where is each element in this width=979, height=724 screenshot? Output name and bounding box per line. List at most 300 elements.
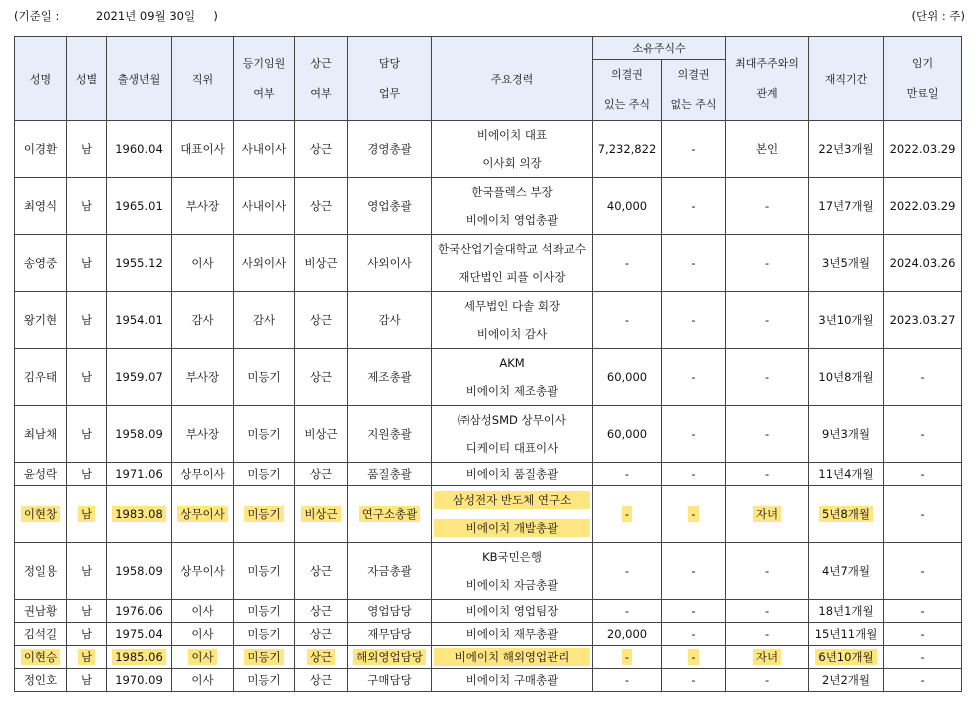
cell-duty (348, 235, 432, 292)
cell-nonvoting (662, 543, 726, 600)
cell-birth (107, 178, 172, 235)
cell-voting-text: - (624, 467, 630, 481)
cell-nonvoting-text: - (691, 199, 696, 213)
cell-tenure-text: 17년7개월 (818, 199, 874, 213)
cell-fulltime-text: 비상근 (304, 427, 338, 441)
cell-registered-text: 미등기 (247, 564, 281, 578)
table-row (15, 463, 962, 486)
cell-voting-text: - (624, 256, 630, 270)
cell-career-line1: KB국민은행 (482, 550, 542, 564)
cell-relation-text: - (764, 604, 770, 618)
cell-fulltime (295, 406, 348, 463)
cell-gender-text: 남 (80, 604, 93, 618)
cell-tenure (809, 121, 884, 178)
cell-voting (593, 623, 662, 646)
cell-relation-text: - (764, 564, 770, 578)
cell-voting (593, 178, 662, 235)
header-birth: 출생년월 (107, 37, 172, 121)
cell-nonvoting (662, 178, 726, 235)
cell-duty-text: 해외영업담당 (353, 649, 426, 665)
cell-birth (107, 463, 172, 486)
cell-term-text: 2022.03.29 (889, 199, 956, 213)
header-voting-line2: 있는 주식 (603, 98, 650, 111)
cell-relation (726, 600, 809, 623)
cell-gender-text: 남 (80, 564, 93, 578)
cell-voting (593, 406, 662, 463)
cell-term (884, 292, 962, 349)
table-row (15, 178, 962, 235)
cell-name (15, 623, 67, 646)
cell-gender-text: 남 (78, 649, 95, 665)
cell-registered-text: 감사 (252, 313, 276, 327)
cell-position (172, 235, 234, 292)
cell-nonvoting-text: - (691, 256, 696, 270)
cell-birth-text: 1960.04 (115, 142, 163, 156)
cell-fulltime-text: 상근 (309, 673, 333, 687)
cell-gender-text: 남 (80, 199, 93, 213)
cell-gender-text: 남 (80, 427, 93, 441)
cell-career-line2: 비에이치 영업총괄 (465, 213, 559, 227)
cell-tenure (809, 543, 884, 600)
table-row (15, 543, 962, 600)
header-name: 성명 (15, 37, 67, 121)
cell-term (884, 121, 962, 178)
cell-duty (348, 486, 432, 543)
cell-nonvoting-text: - (691, 673, 696, 687)
cell-registered (234, 178, 295, 235)
cell-position-text: 부사장 (185, 199, 220, 213)
cell-duty-text: 자금총괄 (367, 564, 412, 578)
cell-position-text: 이사 (191, 604, 214, 618)
cell-name (15, 463, 67, 486)
cell-relation (726, 121, 809, 178)
cell-fulltime (295, 349, 348, 406)
header-registered-line2: 여부 (253, 86, 275, 100)
cell-birth-text: 1954.01 (115, 313, 163, 327)
cell-registered (234, 235, 295, 292)
cell-relation (726, 486, 809, 543)
header-fulltime-line2: 여부 (310, 86, 332, 100)
cell-term (884, 646, 962, 669)
cell-birth (107, 292, 172, 349)
cell-career-line1: 비에이치 영업팀장 (465, 604, 559, 618)
cell-gender (67, 669, 107, 692)
cell-duty (348, 600, 432, 623)
cell-voting (593, 486, 662, 543)
cell-tenure-text: 2년2개월 (822, 673, 870, 687)
cell-nonvoting (662, 406, 726, 463)
cell-duty (348, 646, 432, 669)
cell-relation (726, 406, 809, 463)
cell-term (884, 463, 962, 486)
cell-voting (593, 543, 662, 600)
cell-name (15, 121, 67, 178)
cell-term-text: - (920, 604, 925, 618)
cell-tenure-text: 3년5개월 (822, 256, 870, 270)
cell-career (432, 406, 593, 463)
cell-duty (348, 178, 432, 235)
cell-nonvoting (662, 292, 726, 349)
header-fulltime (295, 37, 348, 121)
cell-duty-text: 지원총괄 (367, 427, 412, 441)
cell-nonvoting-text: - (691, 564, 696, 578)
cell-tenure (809, 646, 884, 669)
cell-career (432, 669, 593, 692)
cell-fulltime-text: 비상근 (301, 506, 340, 522)
cell-career-line1: 세무법인 다솔 회장 (463, 299, 561, 313)
cell-position (172, 669, 234, 692)
cell-gender-text: 남 (80, 142, 93, 156)
cell-tenure (809, 669, 884, 692)
header-duty (348, 37, 432, 121)
cell-gender (67, 292, 107, 349)
cell-nonvoting (662, 646, 726, 669)
cell-gender (67, 349, 107, 406)
cell-voting-text: - (622, 649, 632, 665)
cell-career-line1: 비에이치 대표 (476, 128, 548, 142)
cell-tenure (809, 600, 884, 623)
cell-registered-text: 미등기 (247, 427, 281, 441)
header-registered (234, 37, 295, 121)
cell-gender (67, 600, 107, 623)
cell-term-text: - (920, 673, 925, 687)
header-term-line1: 임기 (911, 56, 934, 70)
header-duty-line1: 담당 (378, 56, 401, 70)
unit-label: (단위 : 주) (911, 9, 965, 23)
cell-career-line1: 한국산업기술대학교 석좌교수 (437, 242, 587, 256)
cell-tenure-text: 6년10개월 (815, 649, 876, 665)
cell-voting-text: - (624, 564, 630, 578)
cell-name-text: 이현창 (21, 506, 60, 522)
cell-tenure-text: 4년7개월 (822, 564, 870, 578)
table-row (15, 600, 962, 623)
cell-duty-text: 제조총괄 (367, 370, 412, 384)
cell-name-text: 권남황 (23, 604, 58, 618)
cell-fulltime (295, 121, 348, 178)
cell-tenure (809, 178, 884, 235)
cell-nonvoting (662, 669, 726, 692)
cell-position (172, 623, 234, 646)
cell-nonvoting-text: - (691, 467, 696, 481)
cell-duty-text: 경영총괄 (367, 142, 412, 156)
cell-registered-text: 미등기 (247, 604, 281, 618)
header-nonvoting-line2: 없는 주식 (670, 98, 717, 111)
cell-name (15, 178, 67, 235)
cell-tenure-text: 10년8개월 (818, 370, 874, 384)
cell-registered (234, 292, 295, 349)
cell-voting-text: 60,000 (606, 370, 648, 384)
cell-tenure (809, 235, 884, 292)
cell-relation-text: 자녀 (753, 649, 781, 665)
cell-registered-text: 사외이사 (241, 256, 287, 270)
cell-term (884, 349, 962, 406)
cell-name (15, 646, 67, 669)
cell-nonvoting (662, 623, 726, 646)
cell-registered (234, 486, 295, 543)
header-tenure: 재직기간 (809, 37, 884, 121)
header-position: 직위 (172, 37, 234, 121)
cell-tenure (809, 292, 884, 349)
cell-birth-text: 1976.06 (115, 604, 163, 618)
cell-name-text: 정일용 (23, 564, 58, 578)
cell-relation (726, 669, 809, 692)
cell-nonvoting-text: - (688, 506, 698, 522)
cell-career (432, 646, 593, 669)
cell-tenure (809, 623, 884, 646)
cell-career-line2: 재단법인 피플 이사장 (458, 270, 566, 284)
cell-registered-text: 미등기 (247, 627, 281, 641)
cell-fulltime (295, 646, 348, 669)
cell-duty-text: 사외이사 (367, 256, 412, 270)
header-term-line2: 만료일 (906, 86, 939, 100)
table-row (15, 486, 962, 543)
cell-gender-text: 남 (80, 370, 93, 384)
cell-birth (107, 646, 172, 669)
cell-term (884, 235, 962, 292)
cell-nonvoting (662, 349, 726, 406)
cell-relation (726, 463, 809, 486)
cell-career-line2: 비에이치 감사 (476, 327, 548, 341)
cell-position-text: 감사 (191, 313, 214, 327)
cell-duty-text: 구매담당 (367, 673, 412, 687)
cell-voting (593, 646, 662, 669)
cell-voting (593, 600, 662, 623)
cell-duty-text: 연구소총괄 (359, 506, 421, 522)
cell-career (432, 121, 593, 178)
cell-relation (726, 292, 809, 349)
table-body (15, 121, 962, 692)
table-row (15, 646, 962, 669)
cell-duty (348, 669, 432, 692)
cell-term (884, 600, 962, 623)
cell-nonvoting (662, 121, 726, 178)
cell-career (432, 178, 593, 235)
cell-name-text: 송영중 (23, 256, 58, 270)
cell-tenure (809, 486, 884, 543)
cell-position-text: 부사장 (185, 370, 220, 384)
cell-birth-text: 1959.07 (115, 370, 163, 384)
cell-relation (726, 178, 809, 235)
cell-term (884, 669, 962, 692)
cell-career-line1: ㈜삼성SMD 상무이사 (458, 413, 566, 427)
cell-voting-text: - (624, 313, 630, 327)
cell-term (884, 178, 962, 235)
cell-duty (348, 349, 432, 406)
cell-nonvoting (662, 235, 726, 292)
cell-gender (67, 543, 107, 600)
cell-tenure-text: 15년11개월 (814, 627, 878, 641)
cell-birth (107, 669, 172, 692)
cell-relation-text: - (764, 370, 770, 384)
cell-term (884, 623, 962, 646)
cell-name-text: 왕기현 (23, 313, 58, 327)
cell-registered-text: 미등기 (247, 467, 281, 481)
cell-name-text: 윤성락 (23, 467, 58, 481)
cell-position-text: 대표이사 (180, 142, 225, 156)
cell-voting-text: 7,232,822 (597, 142, 657, 156)
cell-position (172, 486, 234, 543)
cell-gender (67, 121, 107, 178)
cell-position-text: 상무이사 (180, 564, 225, 578)
cell-career-line2: 비에이치 개발총괄 (434, 519, 590, 537)
header-relation-line2: 관계 (756, 86, 778, 100)
header-registered-line1: 등기임원 (242, 56, 286, 70)
cell-position-text: 이사 (191, 627, 214, 641)
cell-registered (234, 646, 295, 669)
cell-career (432, 543, 593, 600)
cell-registered (234, 121, 295, 178)
cell-birth-text: 1958.09 (115, 564, 163, 578)
cell-fulltime (295, 486, 348, 543)
cell-term (884, 543, 962, 600)
cell-fulltime (295, 600, 348, 623)
cell-registered-text: 사내이사 (241, 199, 287, 213)
cell-voting (593, 349, 662, 406)
cell-registered (234, 623, 295, 646)
cell-fulltime-text: 비상근 (304, 256, 338, 270)
cell-term-text: 2023.03.27 (889, 313, 956, 327)
cell-registered-text: 미등기 (244, 506, 283, 522)
cell-relation (726, 623, 809, 646)
cell-position-text: 부사장 (185, 427, 220, 441)
header-row-1 (15, 37, 962, 60)
cell-registered (234, 349, 295, 406)
cell-tenure-text: 5년8개월 (819, 506, 873, 522)
cell-duty (348, 623, 432, 646)
header-voting (593, 60, 662, 121)
header-career: 주요경력 (432, 37, 593, 121)
cell-voting-text: - (624, 673, 630, 687)
cell-career-line1: AKM (499, 355, 525, 370)
cell-nonvoting-text: - (691, 627, 696, 641)
cell-registered (234, 600, 295, 623)
cell-gender (67, 646, 107, 669)
cell-tenure-text: 11년4개월 (818, 467, 874, 481)
cell-position-text: 이사 (191, 673, 214, 687)
cell-term (884, 406, 962, 463)
cell-nonvoting (662, 463, 726, 486)
cell-career (432, 463, 593, 486)
cell-birth-text: 1971.06 (115, 467, 163, 481)
cell-name (15, 235, 67, 292)
cell-duty-text: 재무담당 (367, 627, 412, 641)
cell-career-line1: 비에이치 재무총괄 (465, 627, 559, 641)
cell-gender-text: 남 (80, 256, 93, 270)
header-shares: 소유주식수 (593, 37, 726, 60)
cell-gender-text: 남 (80, 673, 93, 687)
cell-position (172, 646, 234, 669)
cell-gender (67, 178, 107, 235)
cell-term-text: - (920, 627, 925, 641)
cell-career-line2: 비에이치 제조총괄 (465, 383, 559, 398)
cell-career-line1: 비에이치 품질총괄 (465, 467, 559, 481)
cell-registered (234, 406, 295, 463)
cell-voting-text: 60,000 (606, 427, 648, 441)
cell-relation (726, 235, 809, 292)
cell-relation-text: - (764, 199, 770, 213)
cell-nonvoting-text: - (688, 649, 698, 665)
cell-career-line2: 이사회 의장 (482, 156, 542, 170)
cell-birth-text: 1970.09 (115, 673, 163, 687)
cell-nonvoting-text: - (691, 142, 696, 156)
cell-fulltime (295, 463, 348, 486)
cell-career-line1: 한국플렉스 부장 (471, 185, 553, 199)
cell-nonvoting-text: - (691, 313, 696, 327)
cell-duty (348, 463, 432, 486)
cell-relation-text: - (764, 256, 770, 270)
cell-name (15, 669, 67, 692)
cell-position (172, 463, 234, 486)
cell-position (172, 178, 234, 235)
cell-birth-text: 1955.12 (115, 256, 163, 270)
cell-career (432, 235, 593, 292)
header-relation (726, 37, 809, 121)
cell-fulltime-text: 상근 (309, 370, 333, 384)
cell-nonvoting (662, 486, 726, 543)
cell-gender-text: 남 (80, 627, 93, 641)
cell-name (15, 486, 67, 543)
cell-relation-text: - (764, 467, 770, 481)
cell-position (172, 543, 234, 600)
header-voting-line1: 의결권 (611, 68, 643, 81)
cell-gender (67, 406, 107, 463)
cell-relation-text: - (764, 427, 770, 441)
cell-name (15, 543, 67, 600)
cell-voting (593, 292, 662, 349)
cell-term-text: - (920, 650, 925, 664)
cell-nonvoting-text: - (691, 427, 696, 441)
cell-duty (348, 543, 432, 600)
cell-fulltime (295, 292, 348, 349)
cell-duty-text: 영업총괄 (367, 199, 412, 213)
cell-relation-text: - (764, 313, 770, 327)
cell-fulltime-text: 상근 (307, 649, 335, 665)
cell-career (432, 349, 593, 406)
cell-name-text: 최남채 (23, 427, 58, 441)
cell-birth (107, 235, 172, 292)
cell-birth-text: 1985.06 (112, 649, 166, 665)
cell-term-text: 2024.03.26 (889, 256, 956, 270)
cell-birth (107, 623, 172, 646)
cell-term-text: - (920, 507, 925, 521)
cell-fulltime-text: 상근 (309, 627, 333, 641)
table-row (15, 623, 962, 646)
cell-position (172, 406, 234, 463)
cell-name (15, 349, 67, 406)
cell-term-text: - (920, 427, 925, 441)
cell-position (172, 121, 234, 178)
cell-fulltime-text: 상근 (309, 199, 333, 213)
cell-relation-text: 본인 (755, 142, 779, 156)
cell-fulltime (295, 235, 348, 292)
cell-gender (67, 463, 107, 486)
cell-career (432, 623, 593, 646)
cell-fulltime (295, 669, 348, 692)
table-row (15, 406, 962, 463)
cell-duty (348, 121, 432, 178)
cell-career-line2: 비에이치 자금총괄 (465, 578, 559, 592)
cell-gender (67, 486, 107, 543)
cell-registered (234, 669, 295, 692)
cell-fulltime (295, 623, 348, 646)
cell-term-text: - (920, 467, 925, 481)
cell-name (15, 600, 67, 623)
cell-name (15, 292, 67, 349)
cell-fulltime-text: 상근 (309, 467, 333, 481)
cell-voting-text: - (622, 506, 632, 522)
header-duty-line2: 업무 (378, 86, 401, 100)
cell-birth-text: 1965.01 (115, 199, 163, 213)
